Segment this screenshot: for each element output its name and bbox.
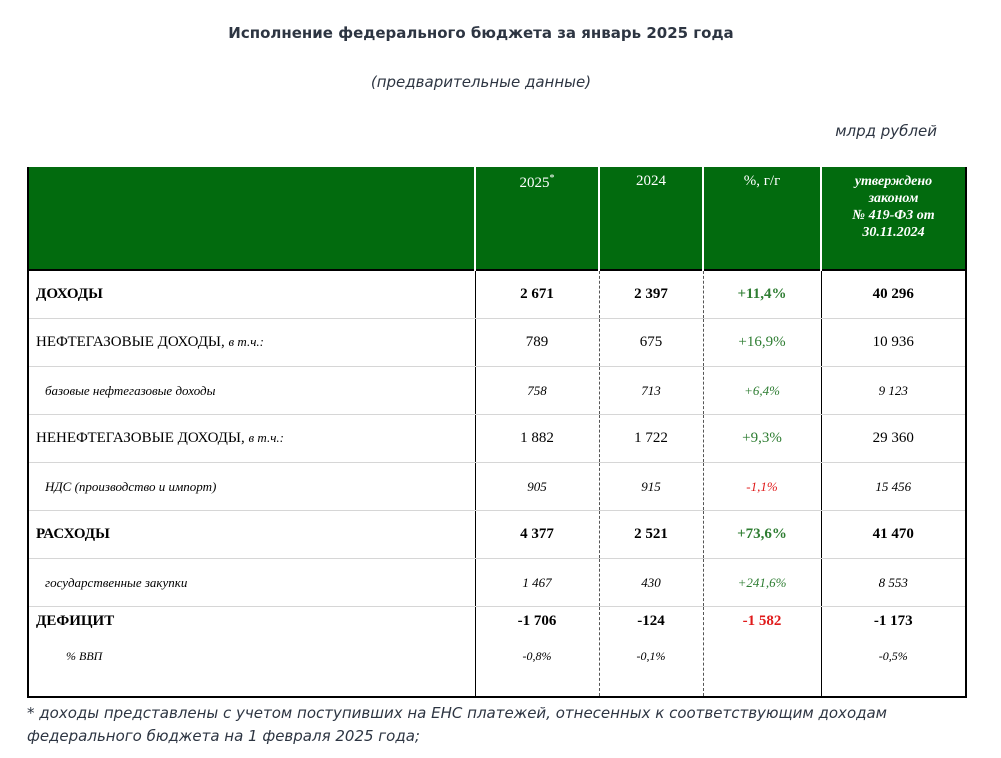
value-approved: 8 553: [821, 559, 966, 607]
value-approved: 29 360: [821, 415, 966, 463]
value-2025: 905: [475, 463, 599, 511]
value-yoy: +241,6%: [703, 559, 821, 607]
row-label: НДС (производство и импорт): [28, 463, 475, 511]
page-title: Исполнение федерального бюджета за январь 2025 года: [228, 24, 734, 42]
header-2024: 2024: [599, 167, 703, 270]
header-label-cell: [28, 167, 475, 270]
table-row-expenses: [28, 511, 966, 559]
value-2025: 1 882: [475, 415, 599, 463]
table-row-base-oil-gas: [28, 367, 966, 415]
value-2025: 1 467: [475, 559, 599, 607]
row-label: НЕФТЕГАЗОВЫЕ ДОХОДЫ, в т.ч.:: [28, 319, 475, 367]
value-approved: 41 470: [821, 511, 966, 559]
value-approved: 9 123: [821, 367, 966, 415]
value-2025: 758: [475, 367, 599, 415]
value-yoy: +6,4%: [703, 367, 821, 415]
value-2024: 2 521: [599, 511, 703, 559]
value-2025: -1 706 -0,8%: [475, 607, 599, 698]
row-label: ДОХОДЫ: [28, 270, 475, 319]
footnote: * доходы представлены с учетом поступивших на ЕНС платежей, отнесенных к соответствующим доходам федерального бюджета на 1 февраля 2025 года;: [27, 704, 887, 745]
value-approved: 10 936: [821, 319, 966, 367]
value-approved: 15 456: [821, 463, 966, 511]
value-2025: 789: [475, 319, 599, 367]
value-2025: 4 377: [475, 511, 599, 559]
row-label: РАСХОДЫ: [28, 511, 475, 559]
value-2024: 1 722: [599, 415, 703, 463]
page-subtitle: (предварительные данные): [370, 73, 592, 91]
value-yoy: -1,1%: [703, 463, 821, 511]
value-2024: 915: [599, 463, 703, 511]
value-yoy: +73,6%: [703, 511, 821, 559]
units-label: млрд рублей: [835, 122, 937, 140]
value-approved: -1 173 -0,5%: [821, 607, 966, 698]
table-row-procurement: [28, 559, 966, 607]
footnote-mark: *: [549, 173, 555, 184]
value-2024: -124 -0,1%: [599, 607, 703, 698]
header-yoy: %, г/г: [703, 167, 821, 270]
row-label: государственные закупки: [28, 559, 475, 607]
value-2024: 2 397: [599, 270, 703, 319]
table-row-vat: [28, 463, 966, 511]
budget-table: [27, 167, 967, 698]
value-approved: 40 296: [821, 270, 966, 319]
value-2025: 2 671: [475, 270, 599, 319]
header-approved: утверждено законом № 419-ФЗ от 30.11.2024: [821, 167, 966, 270]
value-yoy: +16,9%: [703, 319, 821, 367]
value-2024: 713: [599, 367, 703, 415]
value-2024: 430: [599, 559, 703, 607]
header-2025: 2025*: [475, 167, 599, 270]
value-yoy: +9,3%: [703, 415, 821, 463]
row-label: ДЕФИЦИТ % ВВП: [28, 607, 475, 698]
table-header-row: [28, 167, 966, 270]
value-2024: 675: [599, 319, 703, 367]
value-yoy: -1 582: [703, 607, 821, 698]
row-label: НЕНЕФТЕГАЗОВЫЕ ДОХОДЫ, в т.ч.:: [28, 415, 475, 463]
table-row-oil-gas: [28, 319, 966, 367]
gdp-share-label: % ВВП: [66, 649, 103, 663]
value-yoy: +11,4%: [703, 270, 821, 319]
table-row-non-oil-gas: [28, 415, 966, 463]
row-label: базовые нефтегазовые доходы: [28, 367, 475, 415]
table-row-income: [28, 270, 966, 319]
table-row-deficit: [28, 607, 966, 698]
